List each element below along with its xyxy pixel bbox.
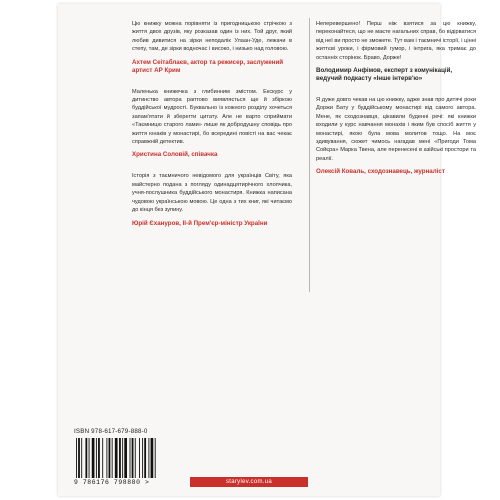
review-author: Володимир Анфімов, експерт з комунікацій, ведучий подкасту «Інше інтерв'ю»: [316, 67, 453, 83]
publisher-website[interactable]: starylev.com.ua: [190, 477, 308, 487]
review-text: Історія з таємничого невідомого для українців Світу, яка майстерно подана з погляду одинадцятирічного хлопчика, учня-послушника буддійського монастиря. Книжка написана чудовою українською мовою. Це одна з тих книг, які читаємо до кінця без зупину.: [132, 173, 292, 214]
barcode-icon: [74, 438, 186, 478]
review-author: Христина Соловій, співачка: [132, 151, 218, 159]
barcode-digits-text: 9 786176 798880: [74, 479, 141, 486]
review-author: Юрій Єхануров, II-й Прем'єр-міністр України: [132, 219, 268, 227]
review-item: [132, 172, 292, 227]
review-item: [132, 88, 292, 160]
review-item: [316, 20, 476, 83]
review-item: [132, 20, 292, 75]
review-author: Олексій Коваль, сходознавець, журналіст: [316, 168, 445, 176]
review-author: Ахтем Сеітаблаєв, актор та режисер, заслужений артист АР Крим: [132, 58, 284, 74]
book-back-cover: [58, 4, 476, 496]
review-text: Неперевершено! Перш ніж взятися за цю книжку, переконайтеся, що не маєте нагальних справ, бо відірватися від неї ви просто не зможете. Тут вам і таємничі історії, і цінні життєві уроки, і фірмовий гумор, і інтрига, яка тримає до останніх сторінок. Браво, Дорже!: [316, 21, 476, 61]
right-column: [316, 20, 476, 189]
review-text: Цю книжку можна порівняти із пригодницькою стрічкою з життя двох друзів, яку розказав один із них. Той друг, який любив дивитися на зірки неподалік Улаан-Уде, лежачи в степу, там, де зірки водночас і високо, і низько над головою.: [132, 21, 292, 53]
review-text: Я дуже довго чекав на цю книжку, адже знав про дитячі роки Доржи Бату у буддійському монастирі від самого автора. Мене, як сходознавця, цікавили буденні речі: які книжки входили у курс навчання монахів і яким був спосіб життя у монастирі, якою була мова молитов тощо. На моє здивування, сюжет чимось нагадав мені «Пригоди Тома Сойєра» Марка Твена, але перенесені в азійські простори та реалії.: [316, 97, 476, 162]
left-column: [132, 20, 292, 241]
review-item: [316, 96, 476, 176]
column-divider: [309, 18, 310, 292]
barcode-suffix: >: [144, 479, 150, 486]
review-text: Маленька книжечка з глибинним змістом. Екскурс у дитинство автора раптово виявляється ще й збіркою буддійської мудрості. Буквально із кожного розділу хочеться запам'ятати й зберегти цитату. Але не варто сприймати «Таємницю старого лами» лише як добродушну сповідь про життя юнаків у монастирі, бо всередині повісті на вас чекає справжній детектив.: [132, 88, 292, 146]
isbn-number: ISBN 978-617-679-888-0: [74, 428, 148, 435]
